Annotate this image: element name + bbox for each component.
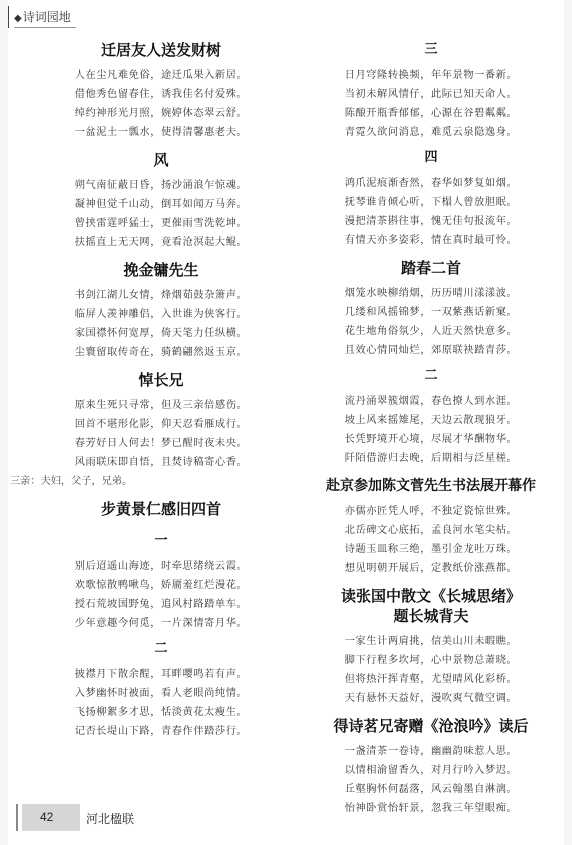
poem-line: 日月穹隆转换频，年年景物一番新。 <box>344 70 518 81</box>
header-bar <box>8 6 9 28</box>
poem-line: 人在尘凡难免俗，途迁瓜果入新居。 <box>74 70 248 81</box>
poem-line: 家国襟怀何宽厚，倚天笔力任纵横。 <box>74 328 248 339</box>
poem-line: 临屏人羡神雕侣，入世谁为侠客行。 <box>74 309 248 320</box>
poem-line: 青霓久欲问消息，难觅云泉隐逸身。 <box>344 127 518 138</box>
journal-name: 河北楹联 <box>86 812 135 826</box>
poem-line: 脚下行程多坎坷，心中景物总萧晓。 <box>344 655 518 666</box>
poem-title: 得诗茗兄寄赠《沧浪吟》读后 <box>333 717 529 735</box>
poem-line: 北岳碑文心底拓，孟良河水笔尖枯。 <box>344 525 518 536</box>
poem-block <box>310 476 552 578</box>
page-number: 42 <box>40 810 54 824</box>
poem-block <box>30 260 292 362</box>
left-column <box>10 40 292 749</box>
section-label <box>14 8 71 25</box>
poem-line: 飞扬柳絮多才思，恬淡黄花太瘦生。 <box>74 707 248 718</box>
poem-line: 欢歌惊散鸭啾鸟，娇靥羞红烂漫花。 <box>74 580 248 591</box>
poem-block <box>310 716 552 818</box>
poem-line: 抚琴谁肯倾心听，下榻人曾放胆眠。 <box>344 197 518 208</box>
poem-line: 有情天亦多姿彩，情在真时最可怜。 <box>344 235 518 246</box>
poem-line: 亦儒亦匠凭人呼，不独定瓷惊世殊。 <box>344 506 518 517</box>
poem-part-number: 三 <box>424 42 438 57</box>
poem-part-number: 二 <box>154 641 168 656</box>
poem-title: 迁居友人送发财树 <box>100 41 221 59</box>
poem-title: 读张国中散文《长城思绪》 <box>340 587 521 605</box>
poem-block <box>310 40 552 250</box>
page-footer <box>8 804 564 838</box>
poem-line: 曾挟雷霆呼猛士，更催雨雪洗乾坤。 <box>74 218 248 229</box>
poem-line: 鸿爪泥痕渐杳然，春华如梦复如烟。 <box>344 178 518 189</box>
poem-line: 丘壑胸怀何磊落，风云翰墨自淋漓。 <box>344 784 518 795</box>
poem-line: 长凭野境开心境，尽展才华酬物华。 <box>344 434 518 445</box>
poem-line: 当初未解风情仔，此际已知天命人。 <box>344 89 518 100</box>
poem-line: 一家生计两肩挑，信美山川未暇瞧。 <box>344 636 518 647</box>
poem-line: 阡陌借游归去晚，后期相与泛星槎。 <box>344 453 518 464</box>
poem-line: 朔气南征蔽日昏，扬沙涌浪乍惊魂。 <box>74 180 248 191</box>
poem-title: 风 <box>153 151 169 169</box>
poem-block <box>30 499 292 741</box>
poem-line: 原来生死只寻常，但及三亲倍感伤。 <box>74 400 248 411</box>
poem-part-number: 一 <box>154 533 168 548</box>
poem-title: 挽金镛先生 <box>123 261 199 279</box>
poem-line: 凝神但觉千山动，倒耳如闻万马奔。 <box>74 199 248 210</box>
poem-line: 书剑江湖儿女情，烽烟茹鼓杂箫声。 <box>74 290 248 301</box>
poem-block <box>30 150 292 252</box>
header-rule <box>14 27 76 28</box>
poem-line: 回首不堪形化影，仰天忍看雁成行。 <box>74 419 248 430</box>
poem-block <box>310 586 552 708</box>
poem-line: 绰约神形光月照，婉婷体态翠云舒。 <box>74 108 248 119</box>
poem-title: 悼长兄 <box>138 371 184 389</box>
poem-title: 赴京参加陈文菅先生书法展开幕作 <box>326 478 536 494</box>
footer-bar <box>16 804 18 831</box>
poem-part-number: 四 <box>424 150 438 165</box>
poem-line: 想见明朝开展后，定教纸价涨燕都。 <box>344 563 518 574</box>
poem-line: 授石荒坡国野兔，追风村路踏单车。 <box>74 599 248 610</box>
poem-line: 但将热汗挥青壑，尤望晴风化彩桥。 <box>344 674 518 685</box>
poem-line: 花生地角俗氛少，人近天然快意多。 <box>344 326 518 337</box>
poem-line: 漫把清茶斟往事，愧无佳句报流年。 <box>344 216 518 227</box>
poem-line: 入梦幽怀时被面，看人老眼尚纯情。 <box>74 688 248 699</box>
poem-line: 且效心情同灿烂，郊原联袂踏青莎。 <box>344 345 518 356</box>
poem-line: 扶摇直上无天网，竟看沧溟起大鲲。 <box>74 237 248 248</box>
poem-block <box>30 40 292 142</box>
poem-note: 三亲：夫妇，父子，兄弟。 <box>10 476 133 487</box>
poem-line: 风雨联床即自悟，且焚诗稿寄心香。 <box>74 457 248 468</box>
poem-line: 怡神卧赏怡轩景，忽我三年望眼痴。 <box>344 803 518 814</box>
poem-line: 天有悬怀天益好，漫吹爽气微空调。 <box>344 693 518 704</box>
poem-block <box>10 370 292 491</box>
poem-line: 借他秀色留春住，诱我佳名付爱殊。 <box>74 89 248 100</box>
poem-line: 春芳好日人何去！梦已醒时夜未央。 <box>74 438 248 449</box>
poem-line: 几缕和风摇锦梦，一双紫燕话新窠。 <box>344 307 518 318</box>
poem-title: 踏春二首 <box>400 259 461 277</box>
poem-part-number: 二 <box>424 368 438 383</box>
poem-line: 诗题玉皿称三绝，墨引金龙吐万珠。 <box>344 544 518 555</box>
poem-line: 一盏清茶一卷诗，幽幽韵味惹人思。 <box>344 746 518 757</box>
poem-line: 一盆泥土一瓢水，使得清馨惠老夫。 <box>74 127 248 138</box>
right-column <box>310 40 552 826</box>
poem-line: 少年意趣今何觅，一片深情寄月华。 <box>74 618 248 629</box>
poem-line: 尘寰留取传奇在，骑鹤翩然返玉京。 <box>74 347 248 358</box>
poem-line: 陈酿开瓶香郁郁，心源在谷碧粼粼。 <box>344 108 518 119</box>
poem-line: 披襟月下散余酲，耳畔嘤鸣若有声。 <box>74 669 248 680</box>
poem-block <box>310 258 552 468</box>
poem-line: 烟笼水映柳绡烟，历历晴川漾漾波。 <box>344 288 518 299</box>
poem-line: 别后迢遥山海迹，时牵思绪绕云霞。 <box>74 561 248 572</box>
diamond-icon: ◆ <box>14 13 22 24</box>
poem-subtitle: 题长城背夫 <box>393 607 469 625</box>
section-title: 诗词园地 <box>22 10 71 24</box>
poem-line: 以情相渝留香久，对月行吟入梦迟。 <box>344 765 518 776</box>
poem-line: 记否长堤山下路，青春作伴踏莎行。 <box>74 726 248 737</box>
poem-title: 步黄景仁感旧四首 <box>100 500 221 518</box>
poem-line: 坡上风来摇雉尾，天边云散现狼牙。 <box>344 415 518 426</box>
poem-line: 流丹涌翠簇烟霞，春色撩人到水涯。 <box>344 396 518 407</box>
